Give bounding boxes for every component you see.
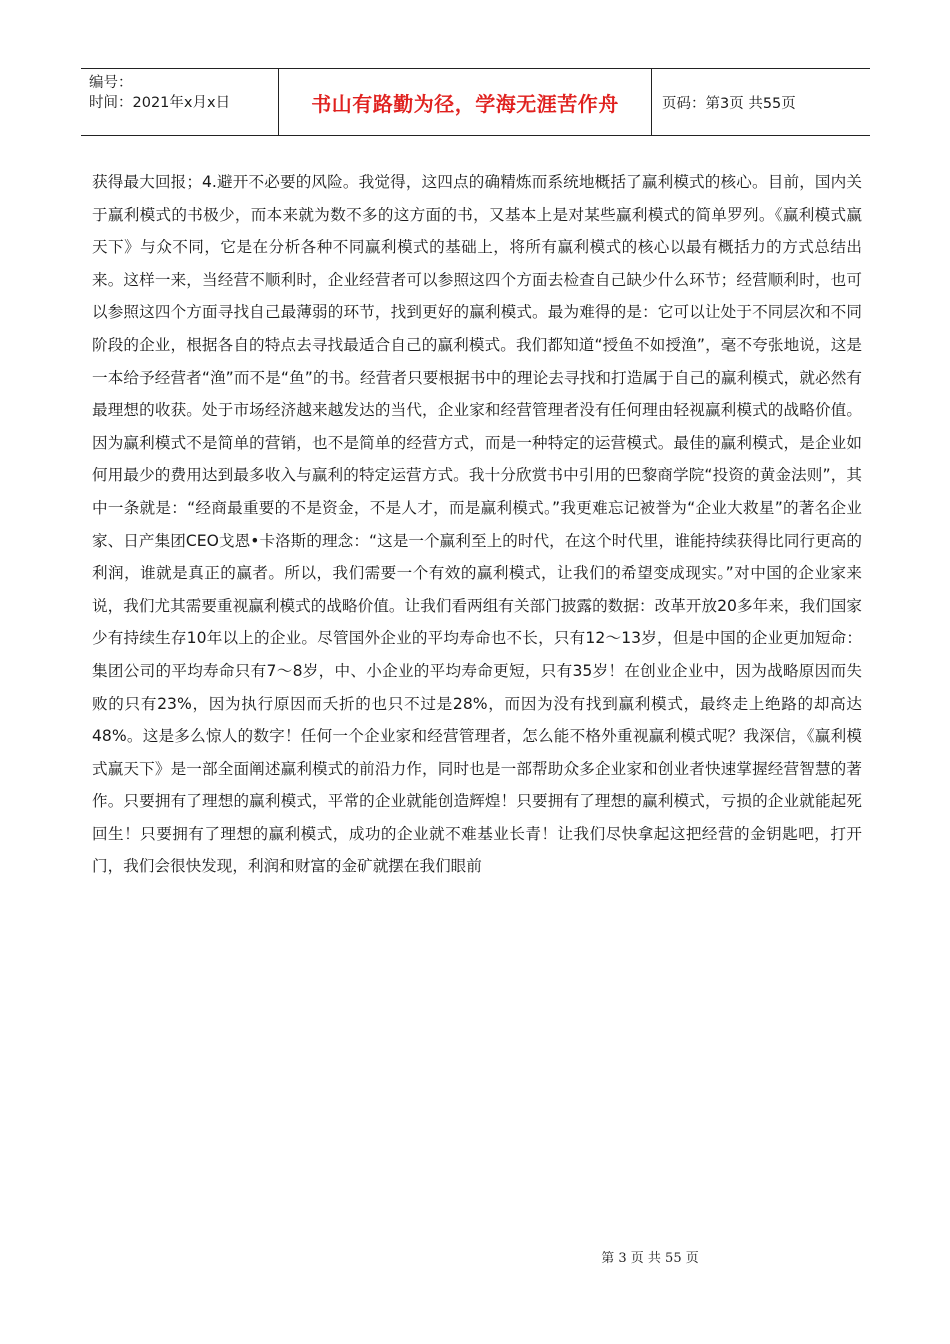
header-meta-cell	[81, 69, 279, 135]
page-header	[81, 68, 870, 136]
body-paragraph: 获得最大回报；4.避开不必要的风险。我觉得，这四点的确精炼而系统地概括了赢利模式的核心。目前，国内关于赢利模式的书极少，而本来就为数不多的这方面的书，又基本上是对某些赢利模式的简单罗列。《赢利模式赢天下》与众不同，它是在分析各种不同赢利模式的基础上，将所有赢利模式的核心以最有概括力的方式总结出来。这样一来，当经营不顺利时，企业经营者可以参照这四个方面去检查自己缺少什么环节；经营顺利时，也可以参照这四个方面寻找自己最薄弱的环节，找到更好的赢利模式。最为难得的是：它可以让处于不同层次和不同阶段的企业，根据各自的特点去寻找最适合自己的赢利模式。我们都知道“授鱼不如授渔”，毫不夸张地说，这是一本给予经营者“渔”而不是“鱼”的书。经营者只要根据书中的理论去寻找和打造属于自己的赢利模式，就必然有最理想的收获。处于市场经济越来越发达的当代，企业家和经营管理者没有任何理由轻视赢利模式的战略价值。因为赢利模式不是简单的营销，也不是简单的经营方式，而是一种特定的运营模式。最佳的赢利模式，是企业如何用最少的费用达到最多收入与赢利的特定运营方式。我十分欣赏书中引用的巴黎商学院“投资的黄金法则”，其中一条就是：“经商最重要的不是资金，不是人才，而是赢利模式。”我更难忘记被誉为“企业大救星”的著名企业家、日产集团CEO戈恩•卡洛斯的理念：“这是一个赢利至上的时代，在这个时代里，谁能持续获得比同行更高的利润，谁就是真正的赢者。所以，我们需要一个有效的赢利模式，让我们的希望变成现实。”对中国的企业家来说，我们尤其需要重视赢利模式的战略价值。让我们看两组有关部门披露的数据：改革开放20多年来，我们国家少有持续生存10年以上的企业。尽管国外企业的平均寿命也不长，只有12～13岁，但是中国的企业更加短命：集团公司的平均寿命只有7～8岁，中、小企业的平均寿命更短，只有35岁！在创业企业中，因为战略原因而失败的只有23%，因为执行原因而夭折的也只不过是28%，而因为没有找到赢利模式，最终走上绝路的却高达48%。这是多么惊人的数字！任何一个企业家和经营管理者，怎么能不格外重视赢利模式呢？我深信，《赢利模式赢天下》是一部全面阐述赢利模式的前沿力作，同时也是一部帮助众多企业家和创业者快速掌握经营智慧的著作。只要拥有了理想的赢利模式，平常的企业就能创造辉煌！只要拥有了理想的赢利模式，亏损的企业就能起死回生！只要拥有了理想的赢利模式，成功的企业就不难基业长青！让我们尽快拿起这把经营的金钥匙吧，打开门，我们会很快发现，利润和财富的金矿就摆在我们眼前	[92, 173, 862, 876]
page-code-cell	[652, 69, 870, 135]
page-code-text: 页码：第3页 共55页	[662, 95, 796, 112]
page-footer	[0, 1247, 950, 1266]
number-label: 编号：	[89, 75, 133, 91]
time-label: 时间：2021年x月x日	[89, 95, 231, 111]
motto-cell	[279, 69, 652, 135]
motto-text: 书山有路勤为径，学海无涯苦作舟	[311, 91, 619, 116]
footer-page-indicator: 第 3 页 共 55 页	[601, 1251, 699, 1266]
